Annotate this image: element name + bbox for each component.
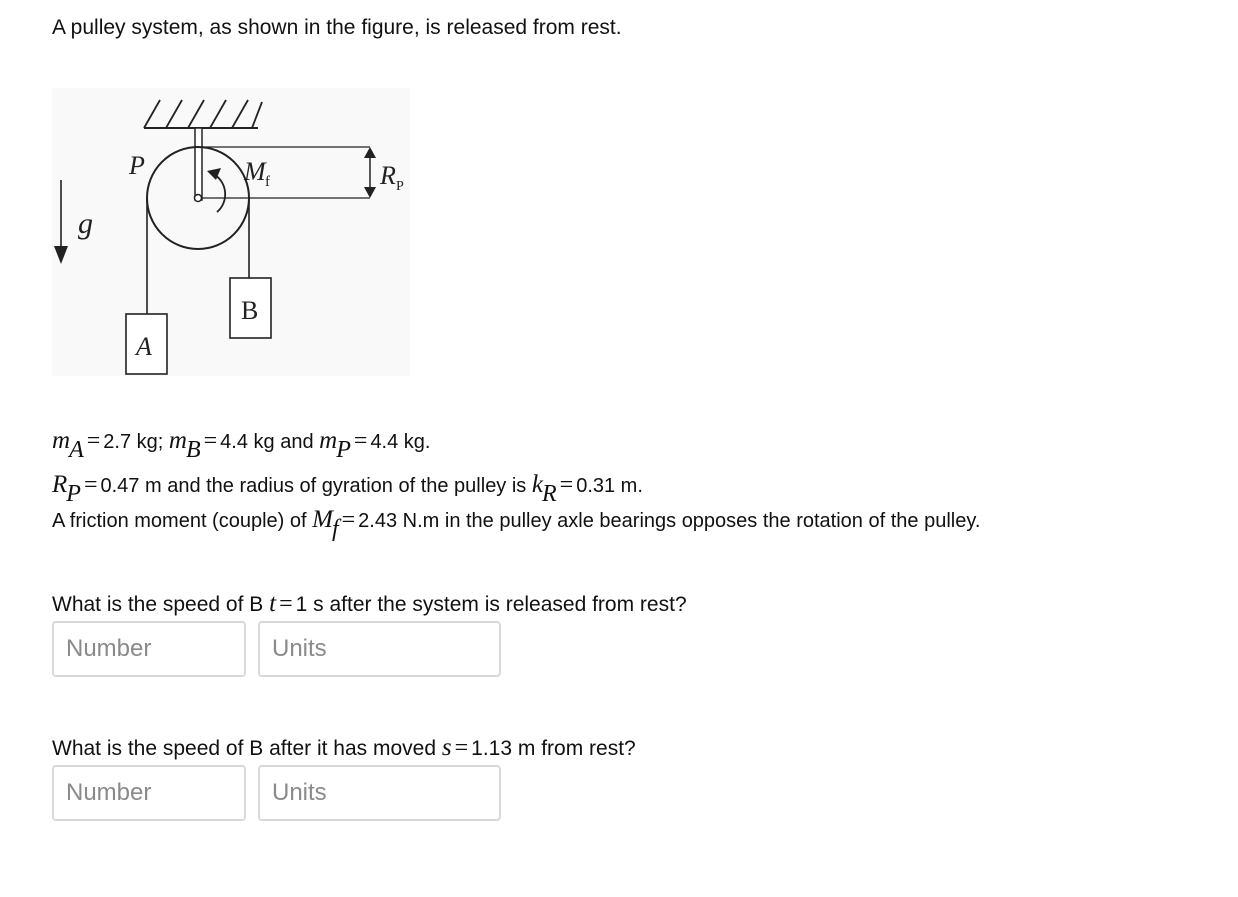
question-2-pre: What is the speed of B after it has moved <box>52 737 437 760</box>
radius-symbol: R <box>52 471 68 498</box>
question-1-post: 1 s after the system is released from rest? <box>295 593 687 616</box>
question-2-text: What is the speed of B after it has moved s = 1.13 m from rest? <box>52 734 636 761</box>
mass-a-value: 2.7 kg; <box>103 431 164 453</box>
radius-label: R <box>380 161 396 190</box>
moment-label: M <box>244 157 266 186</box>
pulley-label: P <box>129 151 145 180</box>
radius-label-sub: P <box>396 179 404 194</box>
moment-label-sub: f <box>265 174 270 190</box>
support-bar <box>195 128 202 200</box>
mass-p-symbol: m <box>319 427 338 454</box>
given-radius: RP = 0.47 m and the radius of gyration of the pulley is kR = 0.31 m. <box>52 471 643 507</box>
mass-a-symbol: m <box>52 427 71 454</box>
pulley-diagram <box>52 88 410 376</box>
mass-p-value: 4.4 kg. <box>370 431 431 453</box>
mass-b-value: 4.4 kg and <box>220 431 314 453</box>
mass-b-symbol: m <box>168 427 187 454</box>
block-b-label: B <box>241 296 259 325</box>
question-1-number-input[interactable] <box>52 621 246 677</box>
friction-pre: A friction moment (couple) of <box>52 510 307 532</box>
gravity-label: g <box>78 207 93 240</box>
question-2-post: 1.13 m from rest? <box>471 737 636 760</box>
question-1-text: What is the speed of B t = 1 s after the system is released from rest? <box>52 590 687 617</box>
given-masses: mA = 2.7 kg; mB = 4.4 kg and mP = 4.4 kg. <box>52 427 431 463</box>
problem-intro: A pulley system, as shown in the figure, is released from rest. <box>52 16 622 39</box>
question-1-var: t <box>269 590 277 617</box>
radius-arrow-down <box>364 187 376 198</box>
friction-symbol: M <box>312 506 333 533</box>
question-1-units-input[interactable] <box>258 621 501 677</box>
gravity-arrowhead <box>54 246 68 264</box>
gyration-value: 0.31 m. <box>576 475 643 497</box>
gyration-symbol: k <box>531 471 543 498</box>
question-2-units-input[interactable] <box>258 765 501 821</box>
mass-b-sub: B <box>185 437 201 463</box>
moment-arc <box>213 174 225 212</box>
question-1-pre: What is the speed of B <box>52 593 264 616</box>
mass-p-sub: P <box>336 437 351 463</box>
given-friction: A friction moment (couple) of Mf = 2.43 N.m in the pulley axle bearings opposes the rotation of the pulley. <box>52 506 981 542</box>
gyration-sub: R <box>541 481 557 507</box>
ceiling-hatch <box>144 100 262 128</box>
block-a-label: A <box>136 332 152 361</box>
radius-sub: P <box>66 481 81 507</box>
friction-post: 2.43 N.m in the pulley axle bearings opposes the rotation of the pulley. <box>358 510 981 532</box>
friction-sub: f <box>331 516 339 542</box>
question-2-var: s <box>441 734 452 761</box>
pulley-figure <box>52 88 410 376</box>
radius-text: 0.47 m and the radius of gyration of the pulley is <box>100 475 527 497</box>
question-2-number-input[interactable] <box>52 765 246 821</box>
pulley-axle <box>195 195 202 202</box>
mass-a-sub: A <box>69 437 84 463</box>
radius-arrow-up <box>364 147 376 158</box>
